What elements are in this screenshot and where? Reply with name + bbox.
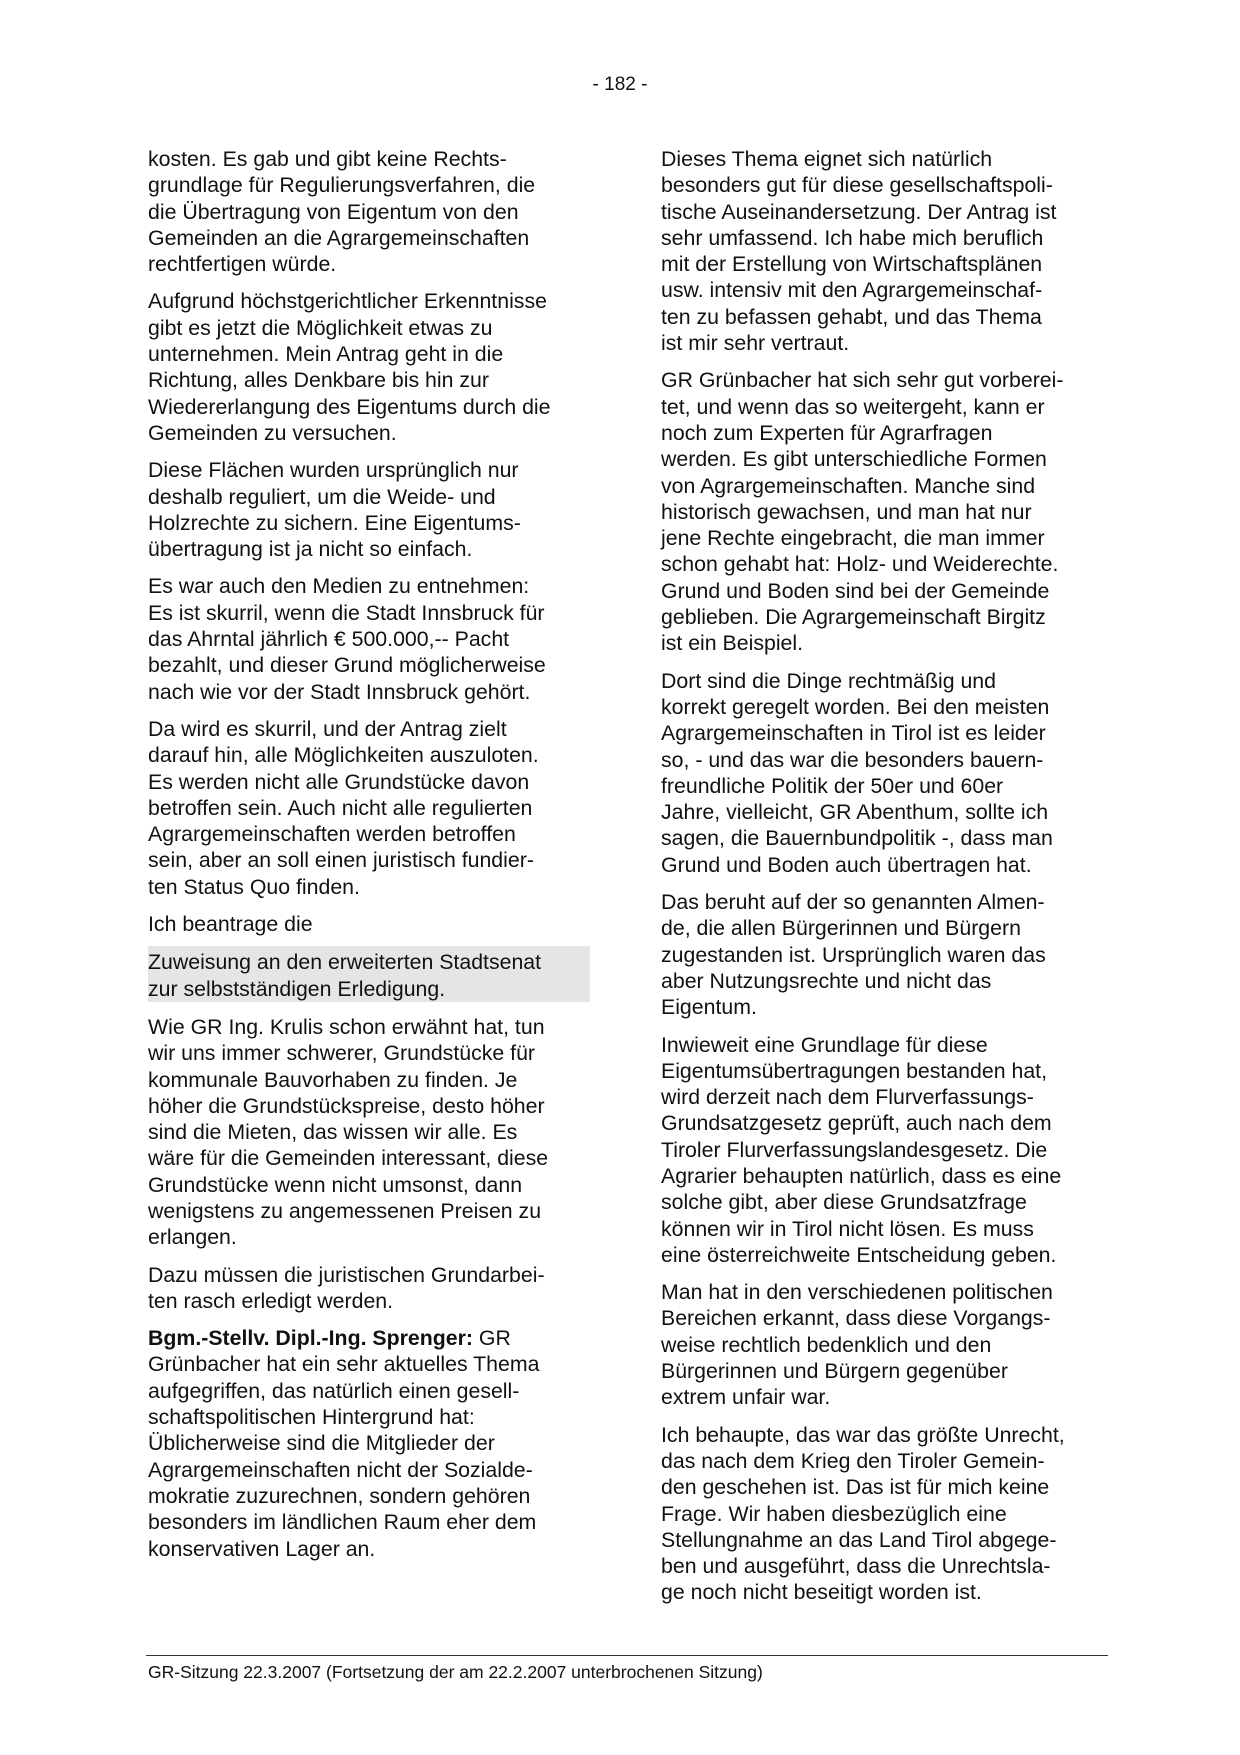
paragraph: Wie GR Ing. Krulis schon erwähnt hat, tun wir uns immer schwerer, Grundstücke für kommunale Bauvorhaben zu finden. Je höher die Grundstückspreise, desto höher sind die Mieten, das wissen wir alle. Es wäre für die Gemeinden interessant, diese Grundstücke wenn nicht umsonst, dann wenigstens zu angemessenen Preisen zu erlangen. <box>148 1014 549 1250</box>
paragraph: Das beruht auf der so genannten Almen- de, die allen Bürgerinnen und Bürgern zugestanden ist. Ursprünglich waren das aber Nutzungsrechte und nicht das Eigentum. <box>661 890 1046 1020</box>
paragraph: Ich beantrage die <box>148 912 313 937</box>
speaker-name: Bgm.-Stellv. Dipl.-Ing. Sprenger: <box>148 1326 473 1351</box>
left-column <box>148 146 590 1573</box>
paragraph: Es war auch den Medien zu entnehmen: Es ist skurril, wenn die Stadt Innsbruck für das Ahrntal jährlich € 500.000,-- Pacht bezahlt, und dieser Grund möglicherweise nach wie vor der Stadt Innsbruck gehört. <box>148 574 546 704</box>
footer-text: GR-Sitzung 22.3.2007 (Fortsetzung der am 22.2.2007 unterbrochenen Sitzung) <box>148 1662 763 1682</box>
right-column <box>661 146 1107 1617</box>
footer-divider <box>146 1655 1108 1656</box>
paragraph: Man hat in den verschiedenen politischen Bereichen erkannt, dass diese Vorgangs- weise rechtlich bedenklich und den Bürgerinnen und Bürgern gegenüber extrem unfair war. <box>661 1280 1053 1410</box>
paragraph: Dort sind die Dinge rechtmäßig und korrekt geregelt worden. Bei den meisten Agrargemeinschaften in Tirol ist es leider so, - und das war die besonders bauern- freundliche Politik der 50er und 60er Jahre, vielleicht, GR Abenthum, sollte ich sagen, die Bauernbundpolitik -, dass man Grund und Boden auch übertragen hat. <box>661 668 1053 877</box>
page-number: - 182 - <box>592 74 648 95</box>
speaker-text: GR Grünbacher hat ein sehr aktuelles Thema aufgegriffen, das natürlich einen gesell- schaftspolitischen Hintergrund hat: Üblicherweise sind die Mitglieder der Agrargemeinschaften nicht der Sozialde- mokratie zuzurechnen, sondern gehören besonders im ländlichen Raum eher dem konservativen Lager an. <box>148 1326 540 1561</box>
paragraph: kosten. Es gab und gibt keine Rechts- grundlage für Regulierungsverfahren, die die Übertragung von Eigentum von den Gemeinden an die Agrargemeinschaften rechtfertigen würde. <box>148 147 536 277</box>
speaker-paragraph <box>148 1325 590 1562</box>
paragraph: Dazu müssen die juristischen Grundarbei- ten rasch erledigt werden. <box>148 1262 545 1313</box>
paragraph: Ich behaupte, das war das größte Unrecht, das nach dem Krieg den Tiroler Gemein- den geschehen ist. Das ist für mich keine Frage. Wir haben diesbezüglich eine Stellungnahme an das Land Tirol abgege- ben und ausgeführt, dass die Unrechtsla- ge noch nicht beseitigt worden ist. <box>661 1422 1065 1605</box>
paragraph: Da wird es skurril, und der Antrag zielt darauf hin, alle Möglichkeiten auszuloten. Es werden nicht alle Grundstücke davon betroffen sein. Auch nicht alle regulierten Agrargemeinschaften werden betroffen sein, aber an soll einen juristisch fundier- ten Status Quo finden. <box>148 716 539 899</box>
paragraph: Aufgrund höchstgerichtlicher Erkenntnisse gibt es jetzt die Möglichkeit etwas zu unternehmen. Mein Antrag geht in die Richtung, alles Denkbare bis hin zur Wiedererlangung des Eigentums durch die Gemeinden zu versuchen. <box>148 289 551 445</box>
paragraph: Inwieweit eine Grundlage für diese Eigentumsübertragungen bestanden hat, wird derzeit nach dem Flurverfassungs- Grundsatzgesetz geprüft, auch nach dem Tiroler Flurverfassungslandesgesetz. Die Agrarier behaupten natürlich, dass es eine solche gibt, aber diese Grundsatzfrage können wir in Tirol nicht lösen. Es muss eine österreichweite Entscheidung geben. <box>661 1032 1062 1267</box>
paragraph: GR Grünbacher hat sich sehr gut vorberei- tet, und wenn das so weitergeht, kann er noch zum Experten für Agrarfragen werden. Es gibt unterschiedliche Formen von Agrargemeinschaften. Manche sind historisch gewachsen, und man hat nur jene Rechte eingebracht, die man immer schon gehabt hat: Holz- und Weiderechte. Grund und Boden sind bei der Gemeinde geblieben. Die Agrargemeinschaft Birgitz ist ein Beispiel. <box>661 368 1064 656</box>
highlighted-motion: Zuweisung an den erweiterten Stadtsenat zur selbstständigen Erledigung. <box>148 946 590 1002</box>
paragraph: Dieses Thema eignet sich natürlich besonders gut für diese gesellschaftspoli- tische Auseinandersetzung. Der Antrag ist sehr umfassend. Ich habe mich beruflich mit der Erstellung von Wirtschaftsplänen usw. intensiv mit den Agrargemeinschaf- ten zu befassen gehabt, und das Thema ist mir sehr vertraut. <box>661 147 1057 356</box>
paragraph: Diese Flächen wurden ursprünglich nur deshalb reguliert, um die Weide- und Holzrechte zu sichern. Eine Eigentums- übertragung ist ja nicht so einfach. <box>148 458 521 562</box>
